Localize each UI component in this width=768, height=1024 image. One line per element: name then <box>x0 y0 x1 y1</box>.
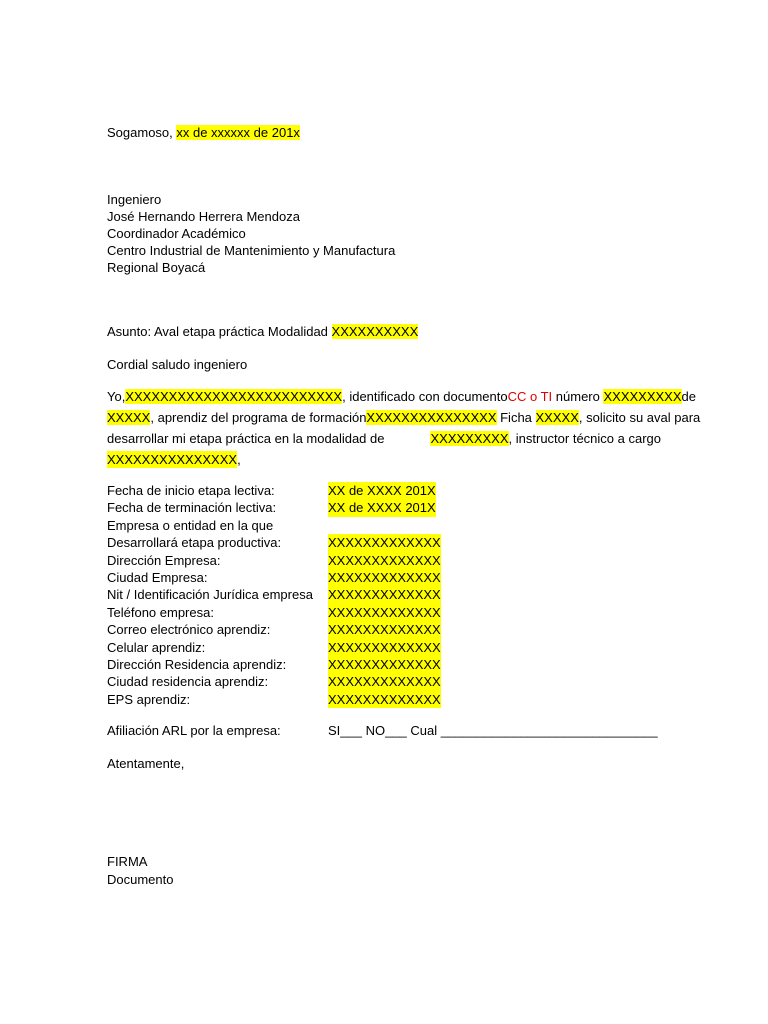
ficha-placeholder: XXXXX <box>535 410 579 425</box>
body-text: , identificado con documento <box>342 389 508 404</box>
subject-label: Asunto: Aval etapa práctica Modalidad <box>107 324 332 339</box>
field-label: Correo electrónico aprendiz: <box>107 622 271 638</box>
field-label: Ciudad residencia aprendiz: <box>107 674 269 690</box>
doc-number-placeholder: XXXXXXXXX <box>603 389 682 404</box>
body-text: , aprendiz del programa de formación <box>150 410 367 425</box>
recipient-name: José Hernando Herrera Mendoza <box>107 209 300 224</box>
name-placeholder: XXXXXXXXXXXXXXXXXXXXXXXXX <box>125 389 343 404</box>
field-label: Empresa o entidad en la que <box>107 517 274 533</box>
body-paragraph <box>107 386 701 470</box>
program-placeholder: XXXXXXXXXXXXXXX <box>366 410 497 425</box>
recipient-center: Centro Industrial de Mantenimiento y Manufactura <box>107 243 396 258</box>
field-value: XXXXXXXXXXXXX <box>328 622 441 638</box>
field-value: XXXXXXXXXXXXX <box>328 639 441 655</box>
city-placeholder: XXXXX <box>107 410 151 425</box>
modality-placeholder: XXXXXXXXX <box>430 431 509 446</box>
field-value: XX de XXXX 201X <box>328 500 436 516</box>
field-value: XXXXXXXXXXXXX <box>328 604 441 620</box>
body-line-4 <box>107 449 661 470</box>
body-text: Ficha <box>496 410 536 425</box>
instructor-placeholder: XXXXXXXXXXXXXXX <box>107 452 238 467</box>
field-label: Nit / Identificación Jurídica empresa <box>107 587 313 603</box>
signature-documento: Documento <box>107 872 174 887</box>
field-label: Fecha de terminación lectiva: <box>107 500 277 516</box>
field-value: XXXXXXXXXXXXX <box>328 552 441 568</box>
recipient-region: Regional Boyacá <box>107 260 206 275</box>
city-text: Sogamoso, <box>107 125 177 140</box>
field-label: Fecha de inicio etapa lectiva: <box>107 483 275 498</box>
greeting: Cordial saludo ingeniero <box>107 357 248 372</box>
arl-options: SI___ NO___ Cual ______________________________ <box>328 723 658 738</box>
field-label: Ciudad Empresa: <box>107 569 208 585</box>
arl-label: Afiliación ARL por la empresa: <box>107 723 281 738</box>
field-label: EPS aprendiz: <box>107 691 191 707</box>
field-label: Desarrollará etapa productiva: <box>107 535 282 551</box>
field-value: XXXXXXXXXXXXX <box>328 587 441 603</box>
field-label: Dirección Residencia aprendiz: <box>107 656 287 672</box>
field-label: Celular aprendiz: <box>107 639 206 655</box>
recipient-position: Coordinador Académico <box>107 226 246 241</box>
field-value: XXXXXXXXXXXXX <box>328 691 441 707</box>
field-value: XXXXXXXXXXXXX <box>328 674 441 690</box>
subject-placeholder: XXXXXXXXXX <box>331 324 419 339</box>
field-value: XX de XXXX 201X <box>328 483 436 498</box>
doc-type-text: CC o TI <box>507 389 553 404</box>
body-text: , solicito su aval para <box>578 410 701 425</box>
body-line-1 <box>107 386 696 407</box>
field-value: XXXXXXXXXXXXX <box>328 569 441 585</box>
date-line <box>107 124 300 141</box>
body-line-3 <box>107 428 661 449</box>
recipient-title: Ingeniero <box>107 192 162 207</box>
body-text: desarrollar mi etapa práctica en la modalidad de <box>107 431 385 446</box>
body-text: Yo, <box>107 389 126 404</box>
signature-firma: FIRMA <box>107 854 148 869</box>
subject-line <box>107 323 418 340</box>
closing-text: Atentamente, <box>107 756 185 771</box>
date-placeholder: xx de xxxxxx de 201x <box>176 125 300 140</box>
body-text: número <box>552 389 604 404</box>
field-value: XXXXXXXXXXXXX <box>328 535 441 551</box>
body-line-2 <box>107 407 701 428</box>
body-text: , instructor técnico a cargo <box>508 431 661 446</box>
field-value: XXXXXXXXXXXXX <box>328 656 441 672</box>
field-label: Teléfono empresa: <box>107 604 214 620</box>
body-text: , <box>237 452 241 467</box>
body-text: de <box>681 389 696 404</box>
field-label: Dirección Empresa: <box>107 552 221 568</box>
